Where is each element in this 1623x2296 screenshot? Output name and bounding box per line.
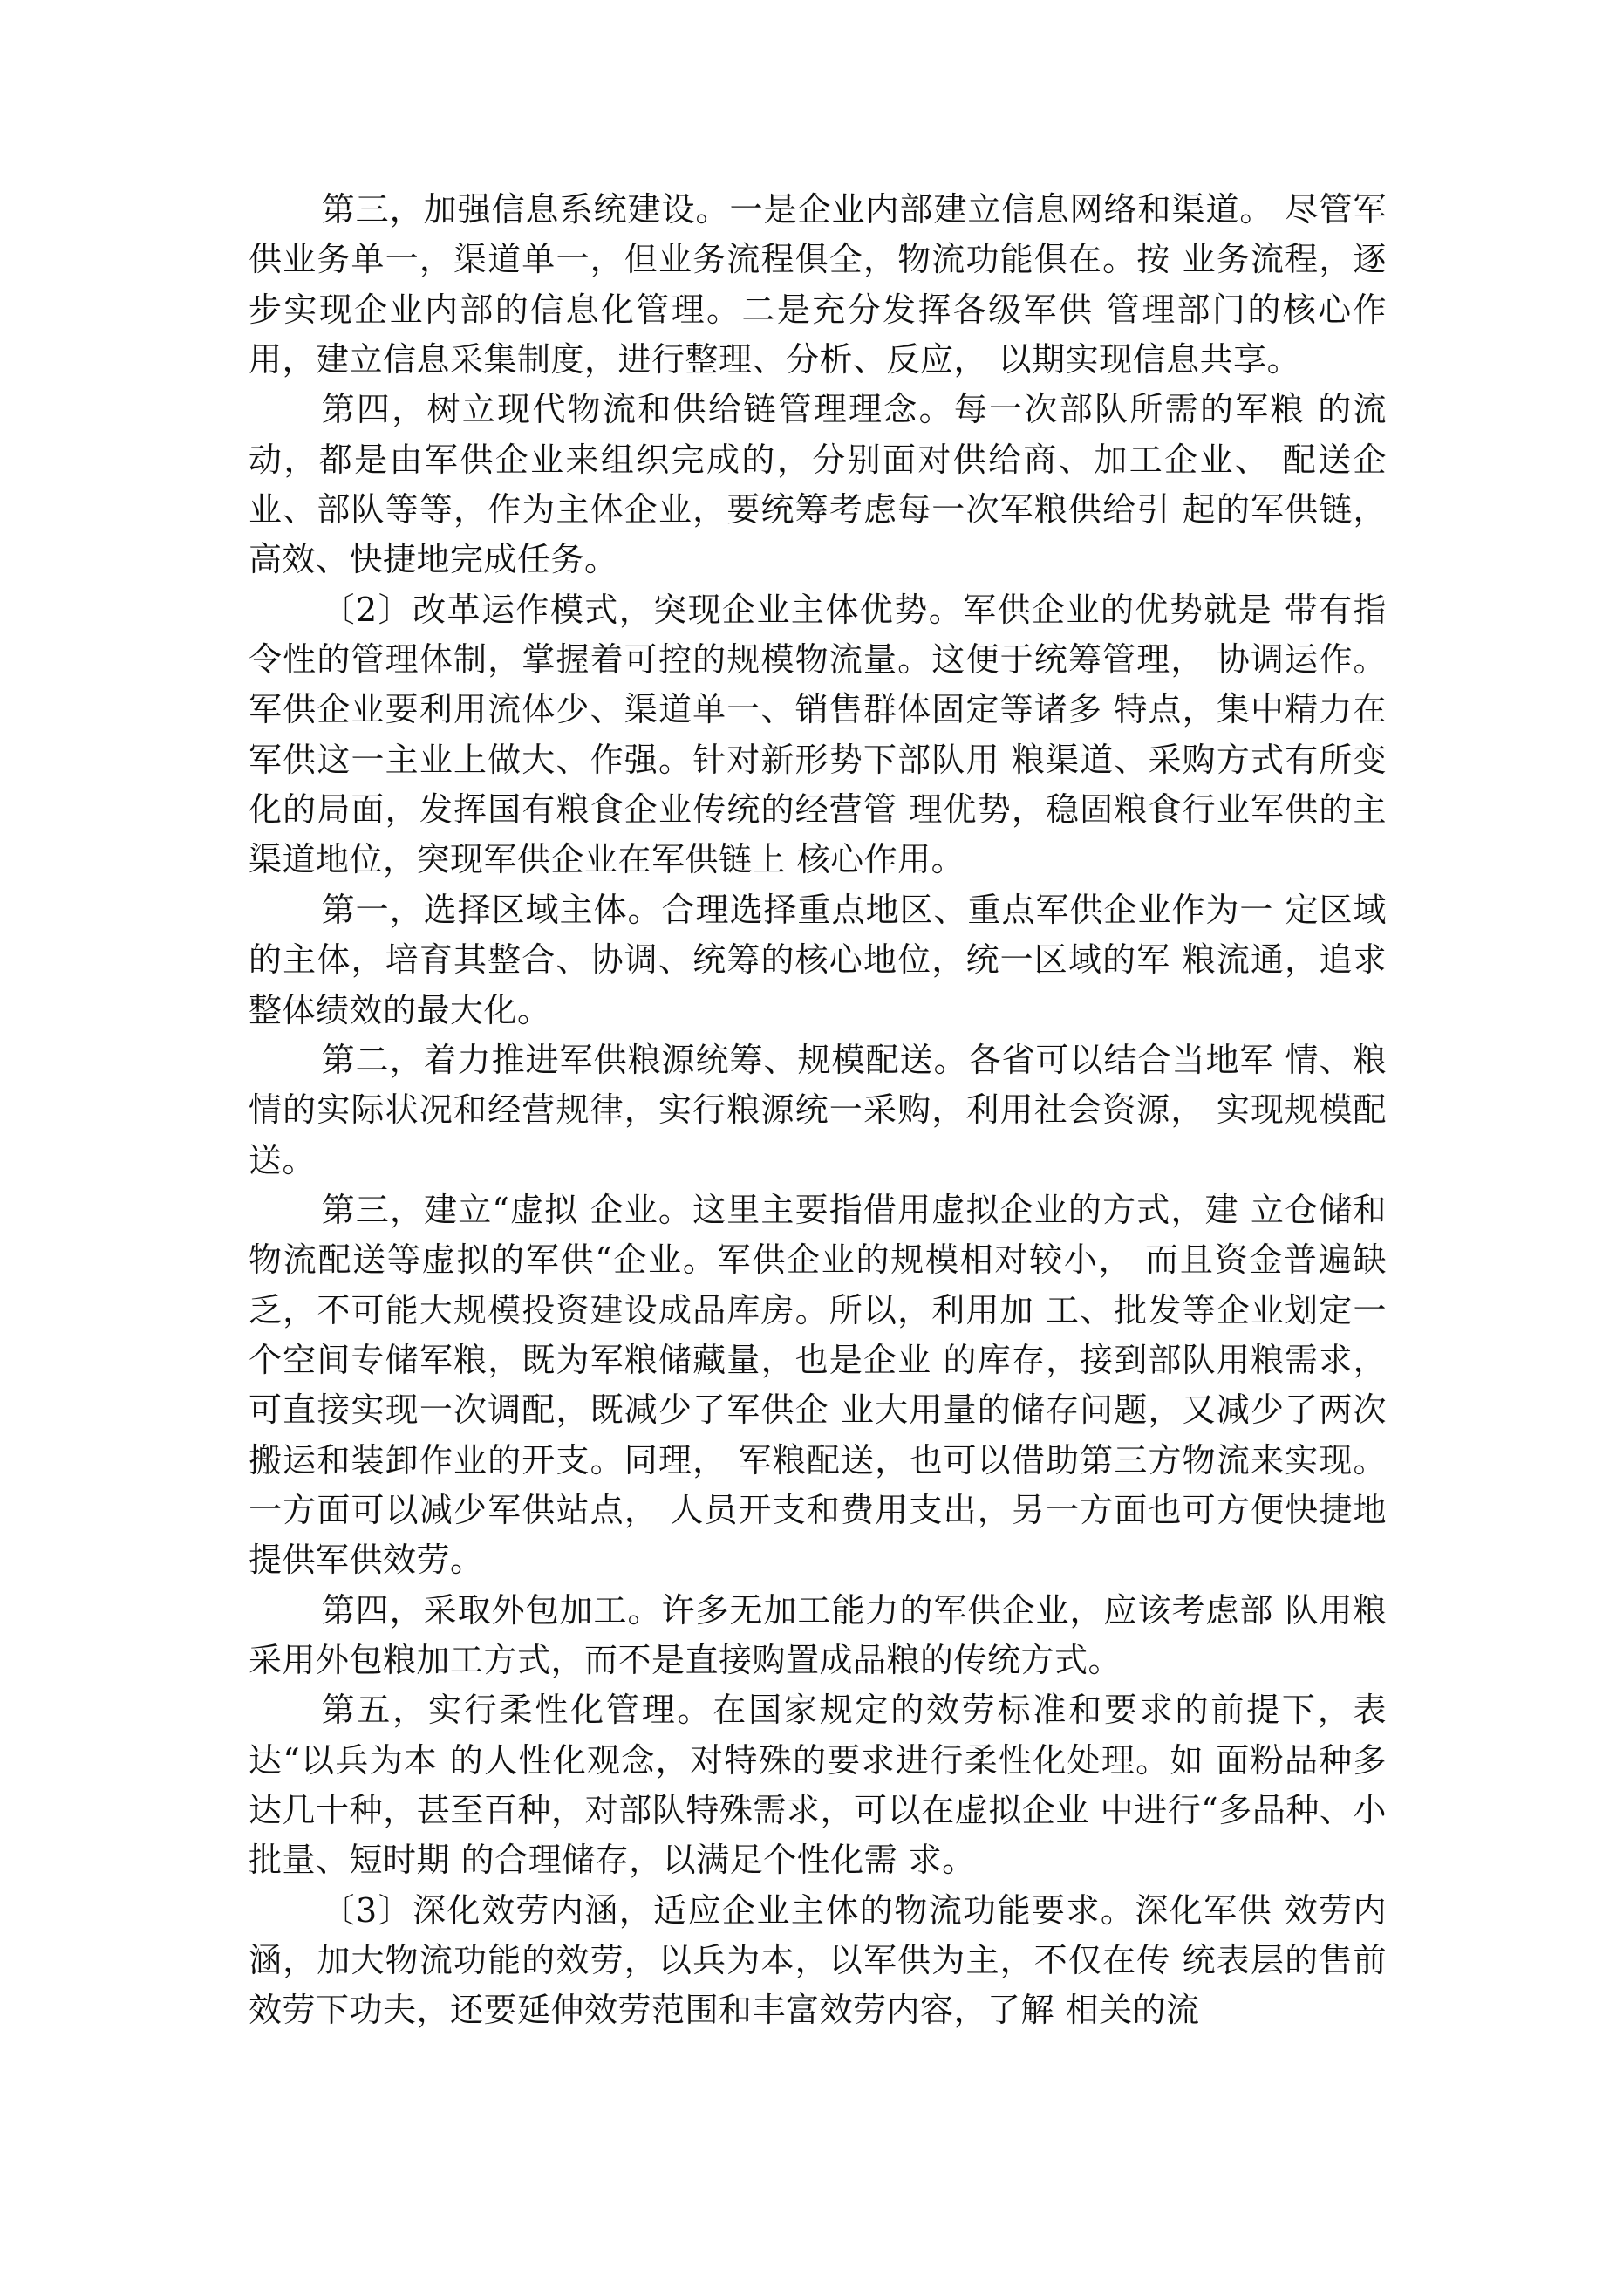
paragraph-regional-entity: 第一，选择区域主体。合理选择重点地区、重点军供企业作为一 定区域的主体，培育其整合、协调、统筹的核心地位，统一区域的军 粮流通，追求整体绩效的最大化。 <box>249 890 1387 1029</box>
paragraph-outsourced-processing: 第四，采取外包加工。许多无加工能力的军供企业，应该考虑部 队用粮采用外包粮加工方式，而不是直接购置成品粮的传统方式。 <box>249 1590 1387 1679</box>
paragraph-service-deepening: 〔3〕深化效劳内涵，适应企业主体的物流功能要求。深化军供 效劳内涵，加大物流功能的效劳，以兵为本，以军供为主，不仅在传 统表层的售前效劳下功夫，还要延伸效劳范围和丰富效劳内容，了解 相关的流 <box>249 1890 1387 2030</box>
paragraph-logistics-concept: 第四，树立现代物流和供给链管理理念。每一次部队所需的军粮 的流动，都是由军供企业来组织完成的，分别面对供给商、加工企业、 配送企业、部队等等，作为主体企业，要统筹考虑每一次军粮供给引 起的军供链，高效、快捷地完成任务。 <box>249 390 1387 579</box>
paragraph-operation-reform: 〔2〕改革运作模式，突现企业主体优势。军供企业的优势就是 带有指令性的管理体制，掌握着可控的规模物流量。这便于统筹管理， 协调运作。军供企业要利用流体少、渠道单一、销售群体固定等诸多 特点，集中精力在军供这一主业上做大、作强。针对新形势下部队用 粮渠道、采购方式有所变化的局面，发挥国有粮食企业传统的经营管 理优势，稳固粮食行业军供的主渠道地位，突现军供企业在军供链上 核心作用。 <box>249 590 1387 879</box>
paragraph-virtual-enterprise: 第三，建立“虚拟 企业。这里主要指借用虚拟企业的方式，建 立仓储和物流配送等虚拟的军供“企业。军供企业的规模相对较小， 而且资金普遍缺乏，不可能大规模投资建设成品库房。所以，利用加 工、批发等企业划定一个空间专储军粮，既为军粮储藏量，也是企业 的库存，接到部队用粮需求，可直接实现一次调配，既减少了军供企 业大用量的储存问题，又减少了两次搬运和装卸作业的开支。同理， 军粮配送，也可以借助第三方物流来实现。一方面可以减少军供站点， 人员开支和费用支出，另一方面也可方便快捷地提供军供效劳。 <box>249 1190 1387 1580</box>
paragraph-grain-coordination: 第二，着力推进军供粮源统筹、规模配送。各省可以结合当地军 情、粮情的实际状况和经营规律，实行粮源统一采购，利用社会资源， 实现规模配送。 <box>249 1040 1387 1179</box>
paragraph-info-system: 第三，加强信息系统建设。一是企业内部建立信息网络和渠道。 尽管军供业务单一，渠道单一，但业务流程俱全，物流功能俱在。按 业务流程，逐步实现企业内部的信息化管理。二是充分发挥各级军供 管理部门的核心作用，建立信息采集制度，进行整理、分析、反应， 以期实现信息共享。 <box>249 190 1387 379</box>
paragraph-flexible-management: 第五，实行柔性化管理。在国家规定的效劳标准和要求的前提下，表达“以兵为本 的人性化观念，对特殊的要求进行柔性化处理。如 面粉品种多达几十种，甚至百种，对部队特殊需求，可以在虚拟企业 中进行“多品种、小批量、短时期 的合理储存，以满足个性化需 求。 <box>249 1691 1387 1880</box>
body-text <box>249 185 1387 2036</box>
